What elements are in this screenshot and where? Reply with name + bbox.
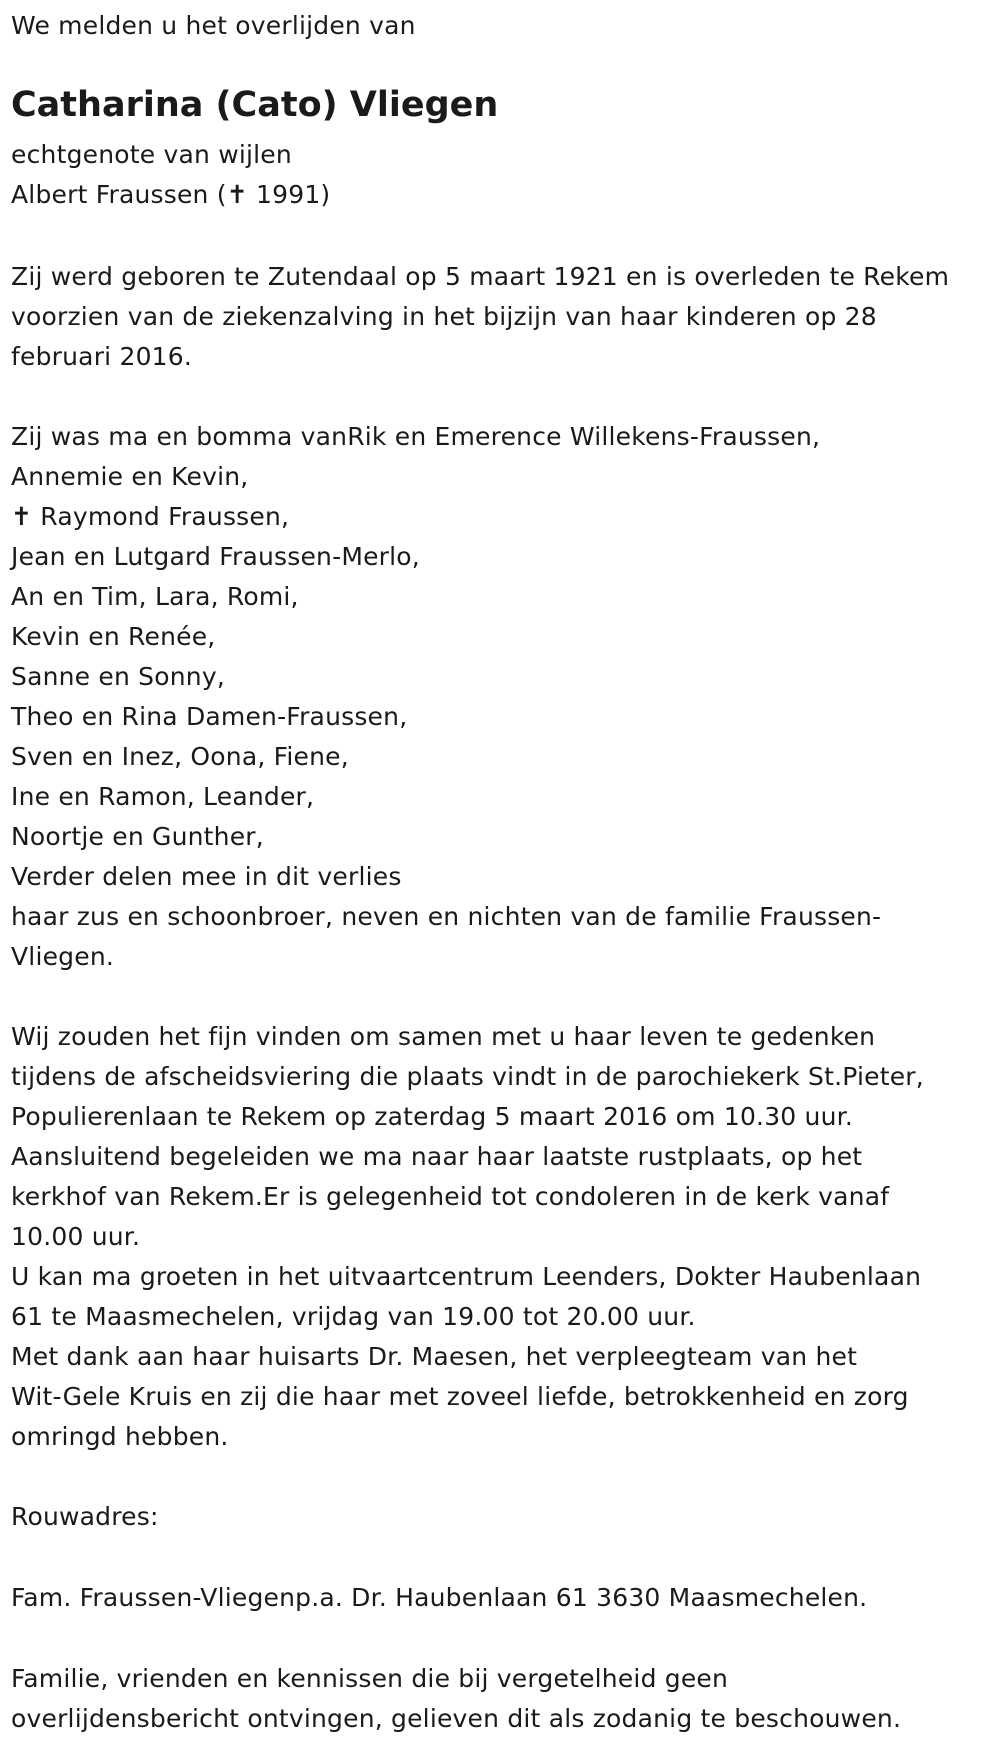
ceremony-line: 10.00 uur. [11,1222,141,1251]
closing-line: overlijdensbericht ontvingen, gelieven dit als zodanig te beschouwen. [11,1704,902,1733]
closing-line: Familie, vrienden en kennissen die bij vergetelheid geen [11,1664,729,1693]
ceremony-line: omringd hebben. [11,1422,229,1451]
family-line: Verder delen mee in dit verlies [11,862,402,891]
ceremony-line: Populierenlaan te Rekem op zaterdag 5 maart 2016 om 10.30 uur. [11,1102,853,1131]
deceased-name: Catharina (Cato) Vliegen [11,85,499,125]
ceremony-line: Aansluitend begeleiden we ma naar haar laatste rustplaats, op het [11,1142,863,1171]
spouse-block [11,135,330,215]
paragraph-line: voorzien van de ziekenzalving in het bijzijn van haar kinderen op 28 [11,302,877,331]
family-line: Jean en Lutgard Fraussen-Merlo, [11,542,420,571]
ceremony-line: U kan ma groeten in het uitvaartcentrum Leenders, Dokter Haubenlaan [11,1262,922,1291]
address-label-block [11,1497,159,1537]
paragraph-line: Zij werd geboren te Zutendaal op 5 maart 1921 en is overleden te Rekem [11,262,950,291]
intro-block [11,6,416,46]
family-line: Annemie en Kevin, [11,462,249,491]
address-block [11,1578,867,1618]
ceremony-line: kerkhof van Rekem.Er is gelegenheid tot condoleren in de kerk vanaf [11,1182,890,1211]
family-list [11,417,881,977]
family-line: Sanne en Sonny, [11,662,225,691]
ceremony-line: tijdens de afscheidsviering die plaats vindt in de parochiekerk St.Pieter, [11,1062,924,1091]
family-line: Vliegen. [11,942,115,971]
family-line: An en Tim, Lara, Romi, [11,582,299,611]
ceremony-line: Met dank aan haar huisarts Dr. Maesen, het verpleegteam van het [11,1342,858,1371]
family-line: haar zus en schoonbroer, neven en nichten van de familie Fraussen- [11,902,882,931]
family-line: Noortje en Gunther, [11,822,264,851]
address-label: Rouwadres: [11,1502,159,1531]
intro-text: We melden u het overlijden van [11,11,416,40]
family-line: Kevin en Renée, [11,622,216,651]
family-line: Ine en Ramon, Leander, [11,782,315,811]
paragraph-line: februari 2016. [11,342,193,371]
closing-paragraph [11,1659,901,1739]
birth-death-paragraph [11,257,949,377]
ceremony-line: 61 te Maasmechelen, vrijdag van 19.00 tot 20.00 uur. [11,1302,696,1331]
ceremony-line: Wit-Gele Kruis en zij die haar met zoveel liefde, betrokkenheid en zorg [11,1382,909,1411]
spouse-line: Albert Fraussen (✝ 1991) [11,180,331,209]
ceremony-line: Wij zouden het fijn vinden om samen met u haar leven te gedenken [11,1022,876,1051]
mourning-address: Fam. Fraussen-Vliegenp.a. Dr. Haubenlaan 61 3630 Maasmechelen. [11,1583,868,1612]
family-line: Theo en Rina Damen-Fraussen, [11,702,408,731]
family-line: Zij was ma en bomma vanRik en Emerence Willekens-Fraussen, [11,422,821,451]
spouse-line: echtgenote van wijlen [11,140,292,169]
family-line: ✝ Raymond Fraussen, [11,502,290,531]
family-line: Sven en Inez, Oona, Fiene, [11,742,349,771]
ceremony-paragraph [11,1017,924,1457]
